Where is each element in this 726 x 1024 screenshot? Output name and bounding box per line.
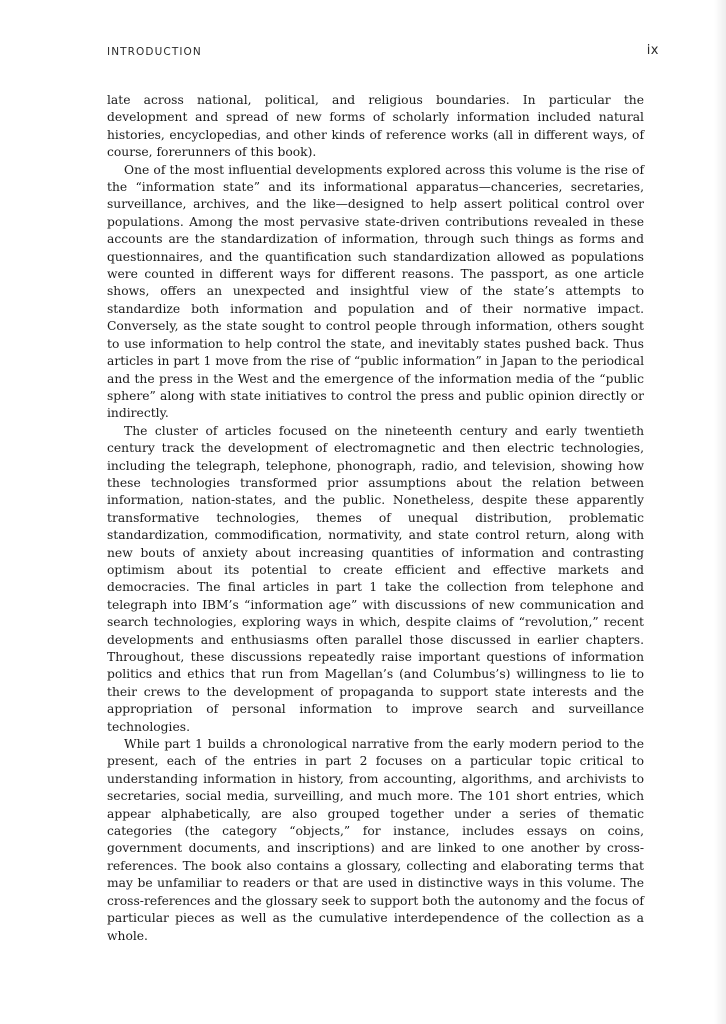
page-edge-shadow [714,0,726,1024]
running-head-title: INTRODUCTION [107,46,202,58]
paragraph-part-two: While part 1 builds a chronological narrative from the early modern period to the present, each of the entries in part 2 focuses on a particular topic critical to understanding information in history, from accounting, algorithms, and archivists to secretaries, social media, surveilling, and much more. The 101 short entries, which appear alphabetically, are also grouped together under a series of thematic categories (the category “objects,” for instance, includes essays on coins, government documents, and inscriptions) and are linked to one another by cross-references. The book also contains a glossary, collecting and elaborating terms that may be unfamiliar to readers or that are used in distinctive ways in this volume. The cross-references and the glossary seek to support both the autonomy and the focus of particular pieces as well as the cumulative interdependence of the collection as a whole. [107,737,644,943]
paragraph-information-state: One of the most influential developments explored across this volume is the rise of the “information state” and its informational apparatus—chanceries, secretaries, surveillance, archives, and the like—designed to help assert political control over populations. Among the most pervasive state-driven contributions revealed in these accounts are the standardization of information, through such things as forms and questionnaires, and the quantification such standardization allowed as populations were counted in different ways for different reasons. The passport, as one article shows, offers an unexpected and insightful view of the state’s attempts to standardize both information and population and of their normative impact. Conversely, as the state sought to control people through information, others sought to use information to help control the state, and inevitably states pushed back. Thus articles in part 1 move from the rise of “public information” in Japan to the periodical and the press in the West and the emergence of the information media of the “public sphere” along with state initiatives to control the press and public opinion directly or indirectly. [107,162,644,421]
body-text [107,92,644,945]
page-number: ix [646,43,659,58]
paragraph-electric-technologies: The cluster of articles focused on the nineteenth century and early twentieth century track the development of electromagnetic and then electric technologies, including the telegraph, telephone, phonograph, radio, and television, showing how these technologies transformed prior assumptions about the relation between information, nation-states, and the public. Nonetheless, despite these apparently transformative technologies, themes of unequal distribution, problematic standardization, commodification, normativity, and state control return, along with new bouts of anxiety about increasing quantities of information and contrasting optimism about its potential to create efficient and effective markets and democracies. The final articles in part 1 take the collection from telephone and telegraph into IBM’s “information age” with discussions of new communication and search technologies, exploring ways in which, despite claims of “revolution,” recent developments and enthusiasms often parallel those discussed in earlier chapters. Throughout, these discussions repeatedly raise important questions of information politics and ethics that run from Magellan’s (and Columbus’s) willingness to lie to their crews to the development of propaganda to support state interests and the appropriation of personal information to improve search and surveillance technologies. [107,423,644,734]
paragraph-continued: late across national, political, and religious boundaries. In particular the development and spread of new forms of scholarly information included natural histories, encyclopedias, and other kinds of reference works (all in different ways, of course, forerunners of this book). [107,93,644,160]
running-head [107,43,659,62]
